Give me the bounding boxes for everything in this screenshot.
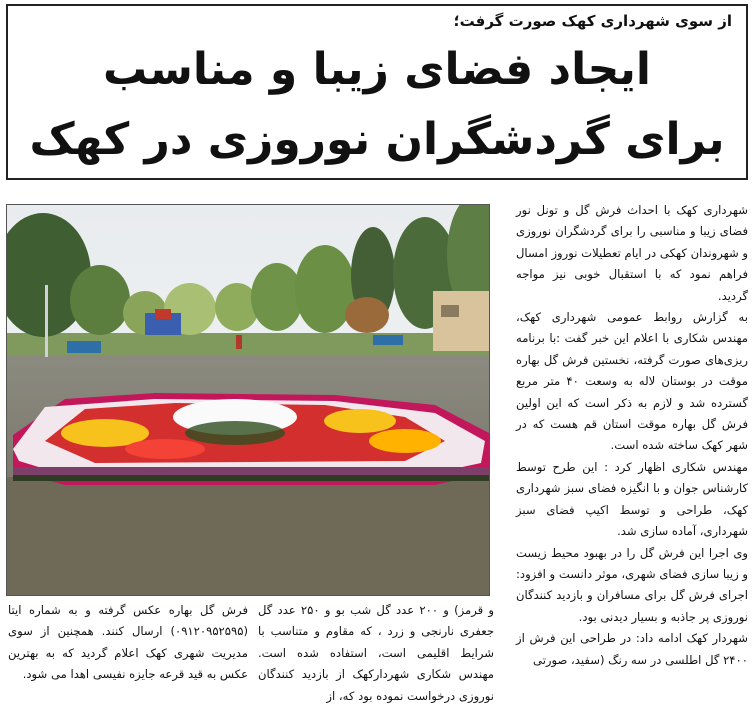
headline-box: [6, 4, 748, 180]
paragraph: به گزارش روابط عمومی شهرداری کهک، مهندس شکاری با اعلام این خبر گفت :با برنامه ریزی‌های صورت گرفته، نخستین فرش گل بهاره موقت در بوستان لاله به وسعت ۴۰ متر مربع گسترده شد و لازم به ذکر است که این اولین فرش گل بهاره موقت استان قم هست که در شهر کهک ساخته شده است.: [516, 310, 748, 453]
paragraph: وی اجرا این فرش گل را در بهبود محیط زیست و زیبا سازی فضای شهری، موثر دانست و افزود: اجرای فرش گل برای مسافران و بازدید کنندگان نوروزی پر جاذبه و بسیار دیدنی بود.: [516, 545, 748, 624]
paragraph: شهرداری کهک با احداث فرش گل و تونل نور فضای زیبا و مناسبی را برای گردشگران نوروزی و شهروندان کهکی در ایام تعطیلات نوروز امسال فراهم نمود که با استقبال خوبی نیز مواجه گردید.: [516, 203, 748, 303]
paragraph: فرش گل بهاره عکس گرفته و به شماره ایتا (۰۹۱۲۰۹۵۲۵۹۵) ارسال کنند. همچنین از سوی مدیریت شهری کهک اعلام گردید که به بهترین عکس به قید قرعه جایزه نفیسی اهدا می شود.: [8, 603, 248, 682]
flower-carpet-photo: [6, 204, 490, 596]
paragraph: شهردار کهک ادامه داد: در طراحی این فرش از ۲۴۰۰ گل اطلسی در سه رنگ (سفید، صورتی: [516, 631, 748, 667]
headline-line-1: ایجاد فضای زیبا و مناسب: [103, 44, 651, 95]
paragraph: مهندس شکاری اظهار کرد : این طرح توسط کارشناس جوان و با انگیزه فضای سبز شهرداری کهک، طراحی و توسط اکیپ فضای سبز شهرداری، آماده سازی شد.: [516, 459, 748, 539]
article-right-column: [516, 200, 748, 671]
article-bottom-left-column: [8, 600, 248, 686]
kicker: از سوی شهرداری کهک صورت گرفت؛: [453, 12, 732, 30]
article-bottom-middle-column: [258, 600, 494, 707]
paragraph: و قرمز) و ۲۰۰ عدد گل شب بو و ۲۵۰ عدد گل جعفری نارنجی و زرد ، که مقاوم و متناسب با شرایط اقلیمی است، استفاده شده است. مهندس شکاری شهردارکهک از بازدید کنندگان نوروزی درخواست نموده بود که، از: [258, 603, 494, 703]
headline-line-2: برای گردشگران نوروزی در کهک: [29, 114, 725, 165]
